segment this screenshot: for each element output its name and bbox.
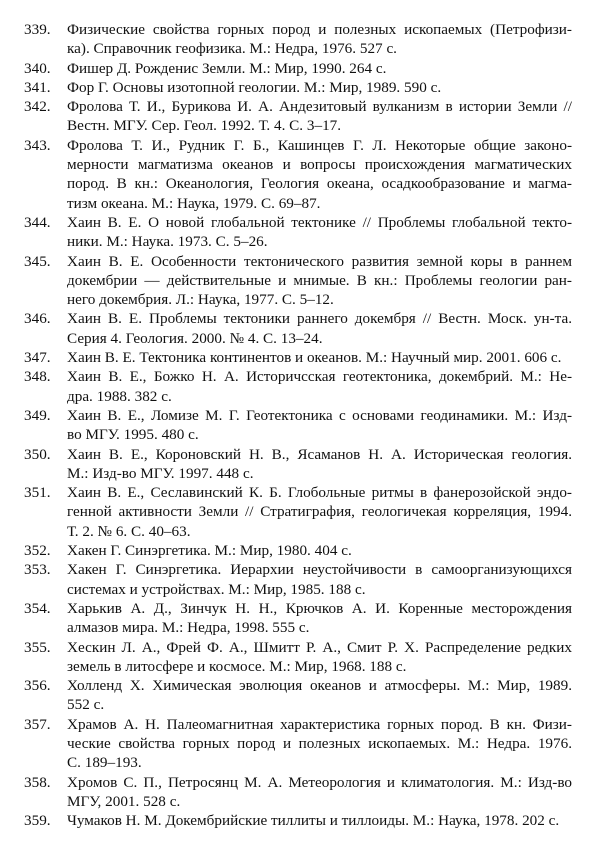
bibliography-entry: [24, 252, 572, 310]
bibliography-entry: [24, 136, 572, 213]
entry-text: [67, 638, 572, 677]
entry-line: ка). Справочник геофизика. М.: Недра, 1976. 527 с.: [67, 40, 397, 58]
entry-text: [67, 406, 572, 445]
bibliography-entry: [24, 348, 572, 367]
entry-line: дра. 1988. 382 с.: [67, 387, 172, 405]
entry-number: 359.: [24, 812, 51, 830]
entry-line: Фролова Т. И., Бурикова И. А. Андезитовый вулканизм в истории Земли //: [67, 98, 572, 116]
bibliography-entry: [24, 97, 572, 136]
entry-text: [67, 78, 572, 97]
entry-line: пород. В кн.: Океанология, Геология океана, осадкообразование и магма-: [67, 175, 572, 193]
entry-number: 350.: [24, 445, 51, 463]
entry-text: [67, 213, 572, 252]
bibliography-entry: [24, 445, 572, 484]
entry-line: М.: Изд-во МГУ. 1997. 448 с.: [67, 464, 254, 482]
entry-text: [67, 20, 572, 59]
entry-text: [67, 252, 572, 310]
bibliography-entry: [24, 483, 572, 541]
entry-line: тизм океана. М.: Наука, 1979. С. 69–87.: [67, 194, 321, 212]
entry-line: ники. М.: Наука. 1973. С. 5–26.: [67, 233, 268, 251]
bibliography-entry: [24, 811, 572, 830]
entry-text: [67, 136, 572, 213]
entry-line: Хаин В. Е. Тектоника континентов и океанов. М.: Научный мир. 2001. 606 с.: [67, 349, 562, 367]
entry-line: Фор Г. Основы изотопной геологии. М.: Мир, 1989. 590 с.: [67, 78, 442, 96]
entry-number: 347.: [24, 349, 51, 367]
entry-line: него докембрия. Л.: Наука, 1977. С. 5–12.: [67, 291, 334, 309]
entry-line: Храмов А. Н. Палеомагнитная характеристика горных пород. В кн. Физи-: [67, 715, 572, 733]
entry-line: системах и устройствах. М.: Мир, 1985. 188 с.: [67, 580, 366, 598]
entry-line: Хаин В. Е. Проблемы тектоники раннего докембря // Вестн. Моск. ун-та.: [67, 310, 572, 328]
entry-line: Хакен Г. Синэргетика. Иерархии неустойчивости в самоорганизующихся: [67, 561, 572, 579]
entry-number: 344.: [24, 213, 51, 231]
bibliography-entry: [24, 213, 572, 252]
entry-line: мерности магматизма океанов и вопросы происхождения магматических: [67, 156, 572, 174]
entry-number: 346.: [24, 310, 51, 328]
bibliography-entry: [24, 638, 572, 677]
entry-text: [67, 773, 572, 812]
bibliography-entry: [24, 541, 572, 560]
bibliography-entry: [24, 676, 572, 715]
entry-number: 351.: [24, 484, 51, 502]
entry-line: Фролова Т. И., Рудник Г. Б., Кашинцев Г. Л. Некоторые общие законо-: [67, 136, 572, 154]
bibliography-entry: [24, 309, 572, 348]
entry-line: Хакен Г. Синэргетика. М.: Мир, 1980. 404 с.: [67, 542, 352, 560]
bibliography-list: [24, 20, 572, 830]
entry-line: Хескин Л. А., Фрей Ф. А., Шмитт Р. А., Смит Р. Х. Распределение редких: [67, 638, 572, 656]
bibliography-entry: [24, 59, 572, 78]
entry-number: 356.: [24, 677, 51, 695]
entry-line: Хаин В. Е. Особенности тектонического развития земной коры в раннем: [67, 252, 572, 270]
entry-line: Вестн. МГУ. Сер. Геол. 1992. Т. 4. С. 3–17.: [67, 117, 342, 135]
entry-text: [67, 715, 572, 773]
entry-number: 340.: [24, 59, 51, 77]
entry-line: С. 189–193.: [67, 754, 142, 772]
bibliography-entry: [24, 599, 572, 638]
entry-text: [67, 309, 572, 348]
entry-number: 357.: [24, 715, 51, 733]
bibliography-entry: [24, 773, 572, 812]
entry-number: 345.: [24, 252, 51, 270]
entry-line: Хаин В. Е., Божко Н. А. Историчсская геотектоника, докембрий. М.: Не-: [67, 368, 572, 386]
entry-line: ческие свойства горных пород и полезных ископаемых. М.: Недра. 1976.: [67, 734, 572, 752]
entry-line: алмазов мира. М.: Недра, 1998. 555 с.: [67, 619, 310, 637]
entry-line: докембрии — действительные и мнимые. В кн.: Проблемы геологии ран-: [67, 271, 572, 289]
entry-text: [67, 97, 572, 136]
entry-number: 353.: [24, 561, 51, 579]
entry-text: [67, 59, 572, 78]
entry-line: Харькив А. Д., Зинчук Н. Н., Крючков А. И. Коренные месторождения: [67, 599, 572, 617]
entry-number: 349.: [24, 406, 51, 424]
entry-number: 341.: [24, 78, 51, 96]
entry-number: 343.: [24, 136, 51, 154]
entry-line: Физические свойства горных пород и полезных ископаемых (Петрофизи-: [67, 21, 572, 38]
entry-number: 354.: [24, 599, 51, 617]
entry-text: [67, 348, 572, 367]
entry-number: 339.: [24, 21, 51, 38]
entry-number: 358.: [24, 773, 51, 791]
entry-line: генной активности Земли // Стратиграфия, геологичекая корреляция, 1994.: [67, 503, 572, 521]
bibliography-entry: [24, 560, 572, 599]
entry-line: Чумаков Н. М. Докембрийские тиллиты и тиллоиды. М.: Наука, 1978. 202 с.: [67, 812, 560, 830]
entry-number: 348.: [24, 368, 51, 386]
entry-text: [67, 811, 572, 830]
entry-line: во МГУ. 1995. 480 с.: [67, 426, 199, 444]
entry-number: 352.: [24, 542, 51, 560]
entry-text: [67, 599, 572, 638]
bibliography-entry: [24, 367, 572, 406]
entry-line: 552 с.: [67, 696, 105, 714]
entry-text: [67, 483, 572, 541]
bibliography-entry: [24, 20, 572, 59]
entry-line: Хаин В. Е., Короновский Н. В., Ясаманов Н. А. Историческая геология.: [67, 445, 572, 463]
entry-text: [67, 367, 572, 406]
entry-text: [67, 676, 572, 715]
entry-text: [67, 560, 572, 599]
entry-line: земель в литосфере и космосе. М.: Мир, 1968. 188 с.: [67, 657, 407, 675]
bibliography-entry: [24, 78, 572, 97]
entry-line: Хаин В. Е., Сеславинский К. Б. Глобольные ритмы в фанерозойской эндо-: [67, 484, 572, 502]
entry-text: [67, 541, 572, 560]
entry-line: Холленд Х. Химическая эволюция океанов и атмосферы. М.: Мир, 1989.: [67, 677, 572, 695]
entry-line: Фишер Д. Рожденис Земли. М.: Мир, 1990. 264 с.: [67, 59, 387, 77]
entry-text: [67, 445, 572, 484]
bibliography-entry: [24, 406, 572, 445]
entry-line: Хаин В. Е., Ломизе М. Г. Геотектоника с основами геодинамики. М.: Изд-: [67, 406, 572, 424]
entry-line: Хаин В. Е. О новой глобальной тектонике // Проблемы глобальной текто-: [67, 213, 572, 231]
entry-line: Серия 4. Геология. 2000. № 4. С. 13–24.: [67, 329, 323, 347]
bibliography-entry: [24, 715, 572, 773]
entry-line: Хромов С. П., Петросянц М. А. Метеорология и климатология. М.: Изд-во: [67, 773, 572, 791]
entry-number: 342.: [24, 98, 51, 116]
entry-line: МГУ, 2001. 528 с.: [67, 792, 181, 810]
entry-number: 355.: [24, 638, 51, 656]
entry-line: Т. 2. № 6. С. 40–63.: [67, 522, 191, 540]
